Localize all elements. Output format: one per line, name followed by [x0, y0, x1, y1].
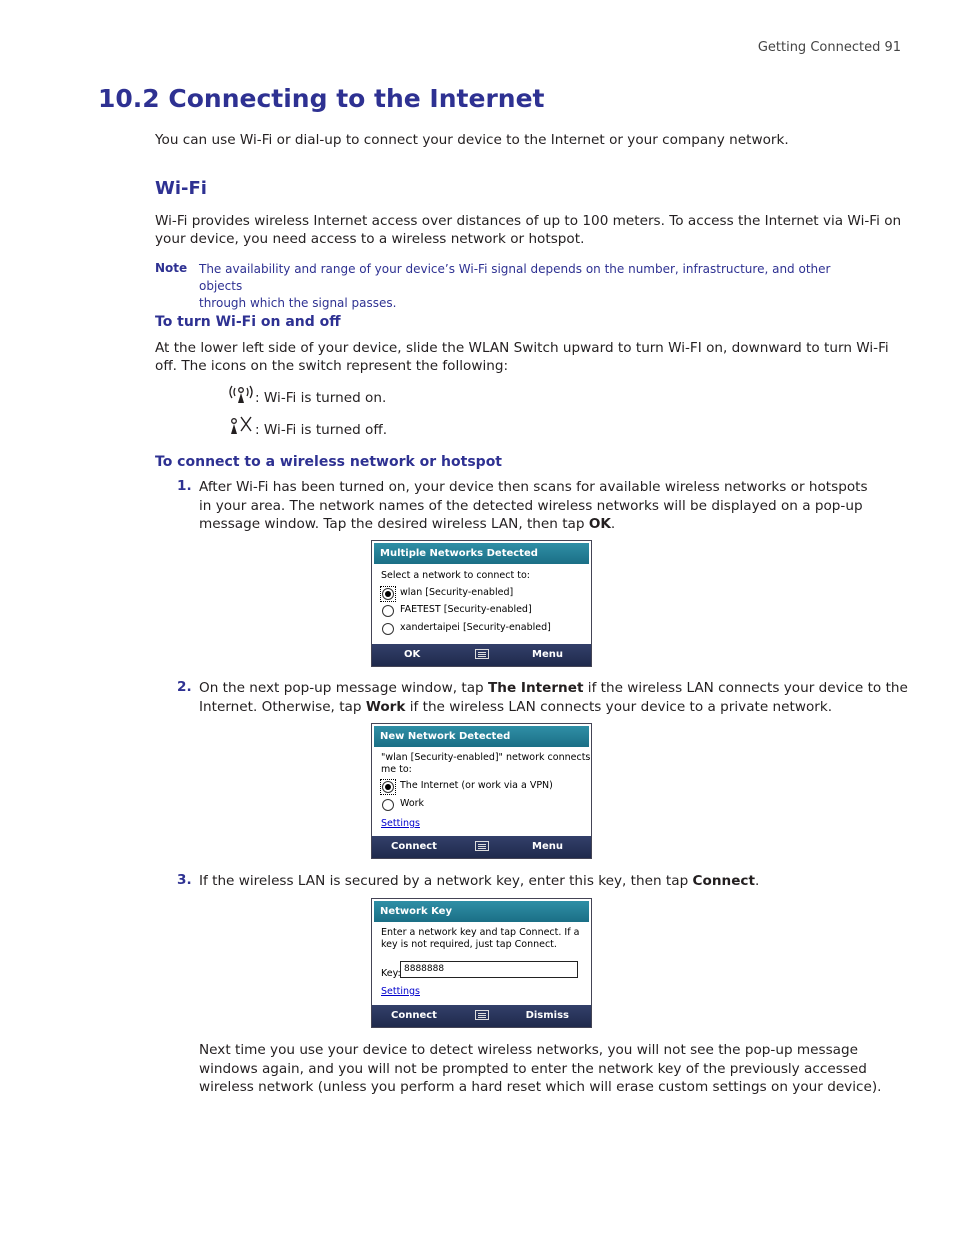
step-2-number: 2.	[177, 679, 192, 695]
step-1-line-3-text: message window. Tap the desired wireless LAN, then tap	[199, 516, 589, 532]
wifi-paragraph-line-1: Wi-Fi provides wireless Internet access over distances of up to 100 meters. To access the Internet via Wi-Fi on	[155, 213, 902, 229]
step-1-line-3-end: .	[610, 516, 616, 532]
step-2-line-1-text: On the next pop-up message window, tap	[199, 680, 488, 696]
step-2-internet-bold: The Internet	[488, 680, 584, 696]
note-label: Note	[155, 261, 188, 275]
network-option-2-radio[interactable]	[382, 605, 394, 617]
step-2-line-2-text: Internet. Otherwise, tap	[199, 699, 366, 715]
step-1-line-1: After Wi-Fi has been turned on, your device then scans for available wireless networks or hotspots	[199, 479, 868, 495]
network-option-1-radio[interactable]	[382, 588, 394, 600]
menu-softkey[interactable]: Menu	[532, 841, 563, 852]
step-1-line-2: in your area. The network names of the detected wireless networks will be displayed on a pop-up	[199, 498, 863, 514]
note-line-2: through which the signal passes.	[199, 296, 397, 310]
keyboard-icon[interactable]	[475, 1010, 489, 1020]
closing-line-1: Next time you use your device to detect wireless networks, you will not see the pop-up message	[199, 1042, 858, 1058]
step-2-line-2	[199, 698, 832, 717]
popup-3-message-line-1: Enter a network key and tap Connect. If a	[381, 927, 580, 938]
popup-2-message-line-2: me to:	[381, 764, 412, 775]
step-2-line-2-end: if the wireless LAN connects your device to a private network.	[405, 699, 833, 715]
work-option-radio[interactable]	[382, 799, 394, 811]
turn-wifi-heading: To turn Wi-Fi on and off	[155, 314, 341, 330]
turn-wifi-line-2: off. The icons on the switch represent the following:	[155, 358, 509, 374]
network-option-3-radio[interactable]	[382, 623, 394, 635]
step-2-line-1-end: if the wireless LAN connects your device to the	[583, 680, 908, 696]
step-1-line-3	[199, 515, 615, 534]
popup-2-title: New Network Detected	[374, 726, 589, 747]
running-head: Getting Connected 91	[757, 40, 901, 55]
new-network-popup	[371, 723, 592, 859]
network-option-2-label[interactable]: FAETEST [Security-enabled]	[400, 604, 532, 615]
step-3-connect-bold: Connect	[692, 873, 755, 889]
popup-1-title: Multiple Networks Detected	[374, 543, 589, 564]
connect-heading: To connect to a wireless network or hotspot	[155, 454, 502, 470]
popup-3-softkey-bar	[372, 1005, 591, 1027]
section-intro: You can use Wi-Fi or dial-up to connect your device to the Internet or your company network.	[155, 132, 789, 148]
step-2-line-1	[199, 679, 908, 698]
menu-softkey[interactable]: Menu	[532, 649, 563, 660]
note-text	[199, 261, 859, 312]
internet-option-radio[interactable]	[382, 781, 394, 793]
wifi-off-icon	[228, 414, 256, 436]
multiple-networks-popup	[371, 540, 592, 667]
popup-3-message-line-2: key is not required, just tap Connect.	[381, 939, 557, 950]
wifi-on-text: : Wi-Fi is turned on.	[255, 390, 387, 406]
network-option-3-label[interactable]: xandertaipei [Security-enabled]	[400, 622, 551, 633]
step-3-line-1-end: .	[754, 873, 760, 889]
dismiss-softkey[interactable]: Dismiss	[525, 1010, 569, 1021]
turn-wifi-line-1: At the lower left side of your device, slide the WLAN Switch upward to turn Wi-FI on, downward to turn Wi-Fi	[155, 340, 889, 356]
keyboard-icon[interactable]	[475, 841, 489, 851]
settings-link[interactable]: Settings	[381, 986, 420, 997]
step-3-number: 3.	[177, 872, 192, 888]
keyboard-icon[interactable]	[475, 649, 489, 659]
network-key-input[interactable]: 8888888	[400, 961, 578, 978]
ok-softkey[interactable]: OK	[404, 649, 421, 660]
key-label: Key:	[381, 968, 401, 979]
popup-1-softkey-bar	[372, 644, 591, 666]
wifi-paragraph-line-2: your device, you need access to a wireless network or hotspot.	[155, 231, 585, 247]
section-title: 10.2 Connecting to the Internet	[98, 84, 545, 113]
step-1-ok-bold: OK	[588, 516, 611, 532]
wifi-on-icon	[228, 383, 256, 405]
step-1-number: 1.	[177, 478, 192, 494]
wifi-off-text: : Wi-Fi is turned off.	[255, 422, 388, 438]
step-3-line-1	[199, 872, 759, 891]
note-line-1: The availability and range of your device’s Wi-Fi signal depends on the number, infrastructure, and other objects	[199, 262, 831, 293]
popup-2-softkey-bar	[372, 836, 591, 858]
step-2-work-bold: Work	[365, 699, 406, 715]
popup-1-prompt: Select a network to connect to:	[381, 570, 530, 581]
work-option-label[interactable]: Work	[400, 798, 425, 809]
settings-link[interactable]: Settings	[381, 818, 420, 829]
step-3-line-1-text: If the wireless LAN is secured by a network key, enter this key, then tap	[199, 873, 693, 889]
closing-line-2: windows again, and you will not be prompted to enter the network key of the previously accessed	[199, 1061, 867, 1077]
connect-softkey[interactable]: Connect	[391, 1010, 437, 1021]
closing-line-3: wireless network (unless you perform a hard reset which will erase custom settings on your device).	[199, 1079, 882, 1095]
network-option-1-label[interactable]: wlan [Security-enabled]	[400, 587, 514, 598]
popup-3-title: Network Key	[374, 901, 589, 922]
network-key-popup	[371, 898, 592, 1028]
internet-option-label[interactable]: The Internet (or work via a VPN)	[400, 780, 553, 791]
popup-2-message-line-1: "wlan [Security-enabled]" network connects	[381, 752, 591, 763]
connect-softkey[interactable]: Connect	[391, 841, 437, 852]
wifi-heading: Wi-Fi	[155, 178, 207, 199]
